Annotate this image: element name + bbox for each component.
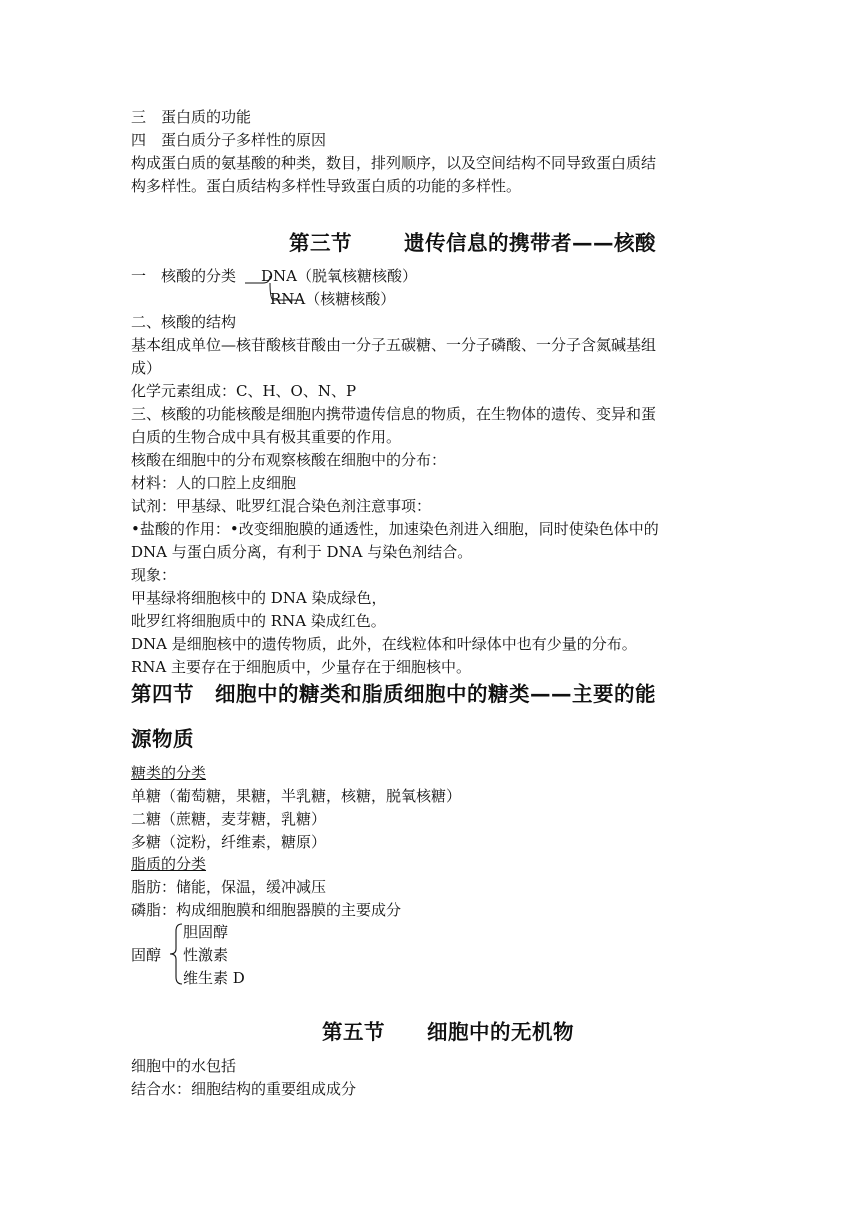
text-line: 多糖（淀粉，纤维素，糖原） — [131, 833, 327, 851]
text-line: 四 蛋白质分子多样性的原因 — [131, 131, 327, 149]
sterol-item: 维生素 D — [183, 969, 245, 987]
text-line: 白质的生物合成中具有极其重要的作用。 — [131, 428, 402, 446]
text-line: 成） — [131, 359, 162, 377]
text-line: 三、核酸的功能核酸是细胞内携带遗传信息的物质，在生物体的遗传、变异和蛋 — [131, 405, 657, 423]
section3-heading-title: 遗传信息的携带者——核酸 — [404, 231, 656, 255]
sterol-brace-icon — [168, 922, 184, 986]
section3-heading-number: 第三节 — [289, 231, 352, 255]
sterol-item: 性激素 — [183, 946, 229, 964]
text-line: 基本组成单位—核苷酸核苷酸由一分子五碳糖、一分子磷酸、一分子含氮碱基组 — [131, 336, 657, 354]
sugar-class-title: 糖类的分类 — [131, 764, 207, 782]
text-line: 脂肪：储能，保温，缓冲减压 — [131, 878, 327, 896]
text-line: RNA 主要存在于细胞质中，少量存在于细胞核中。 — [131, 658, 472, 676]
text-line: DNA 是细胞核中的遗传物质，此外，在线粒体和叶绿体中也有少量的分布。 — [131, 635, 637, 653]
text-line: •盐酸的作用：•改变细胞膜的通透性，加速染色剂进入细胞，同时使染色体中的 — [131, 520, 659, 538]
text-line: 细胞中的水包括 — [131, 1057, 237, 1075]
text-line: 二、核酸的结构 — [131, 313, 237, 331]
class-item-rna: RNA（核糖核酸） — [270, 290, 396, 308]
text-line: 单糖（葡萄糖，果糖，半乳糖，核糖，脱氧核糖） — [131, 787, 462, 805]
nucleic-acid-class-label: 一 核酸的分类 — [131, 267, 237, 285]
class-item-dna: DNA（脱氧核糖核酸） — [261, 267, 417, 285]
text-line: 构成蛋白质的氨基酸的种类，数目，排列顺序，以及空间结构不同导致蛋白质结 — [131, 154, 657, 172]
lipid-class-title: 脂质的分类 — [131, 855, 207, 873]
classification-brace-icon — [243, 272, 303, 308]
text-line: 现象： — [131, 566, 177, 584]
section5-heading-number: 第五节 — [322, 1020, 385, 1044]
text-line: DNA 与蛋白质分离，有利于 DNA 与染色剂结合。 — [131, 543, 473, 561]
text-line: 甲基绿将细胞核中的 DNA 染成绿色， — [131, 589, 387, 607]
text-line: 材料：人的口腔上皮细胞 — [131, 474, 297, 492]
section4-heading-line1: 第四节 细胞中的糖类和脂质细胞中的糖类——主要的能 — [131, 682, 656, 706]
text-line: 试剂：甲基绿、吡罗红混合染色剂注意事项： — [131, 497, 432, 515]
sterol-item: 胆固醇 — [183, 923, 229, 941]
sterol-label: 固醇 — [131, 946, 162, 964]
text-line: 核酸在细胞中的分布观察核酸在细胞中的分布： — [131, 451, 447, 469]
text-line: 三 蛋白质的功能 — [131, 108, 252, 126]
text-line: 磷脂：构成细胞膜和细胞器膜的主要成分 — [131, 901, 402, 919]
text-line: 化学元素组成：C、H、O、N、P — [131, 382, 357, 400]
text-line: 吡罗红将细胞质中的 RNA 染成红色。 — [131, 612, 386, 630]
text-line: 结合水：细胞结构的重要组成成分 — [131, 1080, 357, 1098]
text-line: 构多样性。蛋白质结构多样性导致蛋白质的功能的多样性。 — [131, 177, 522, 195]
text-line: 二糖（蔗糖，麦芽糖，乳糖） — [131, 810, 327, 828]
section5-heading-title: 细胞中的无机物 — [427, 1020, 574, 1044]
section4-heading-line2: 源物质 — [131, 727, 194, 751]
